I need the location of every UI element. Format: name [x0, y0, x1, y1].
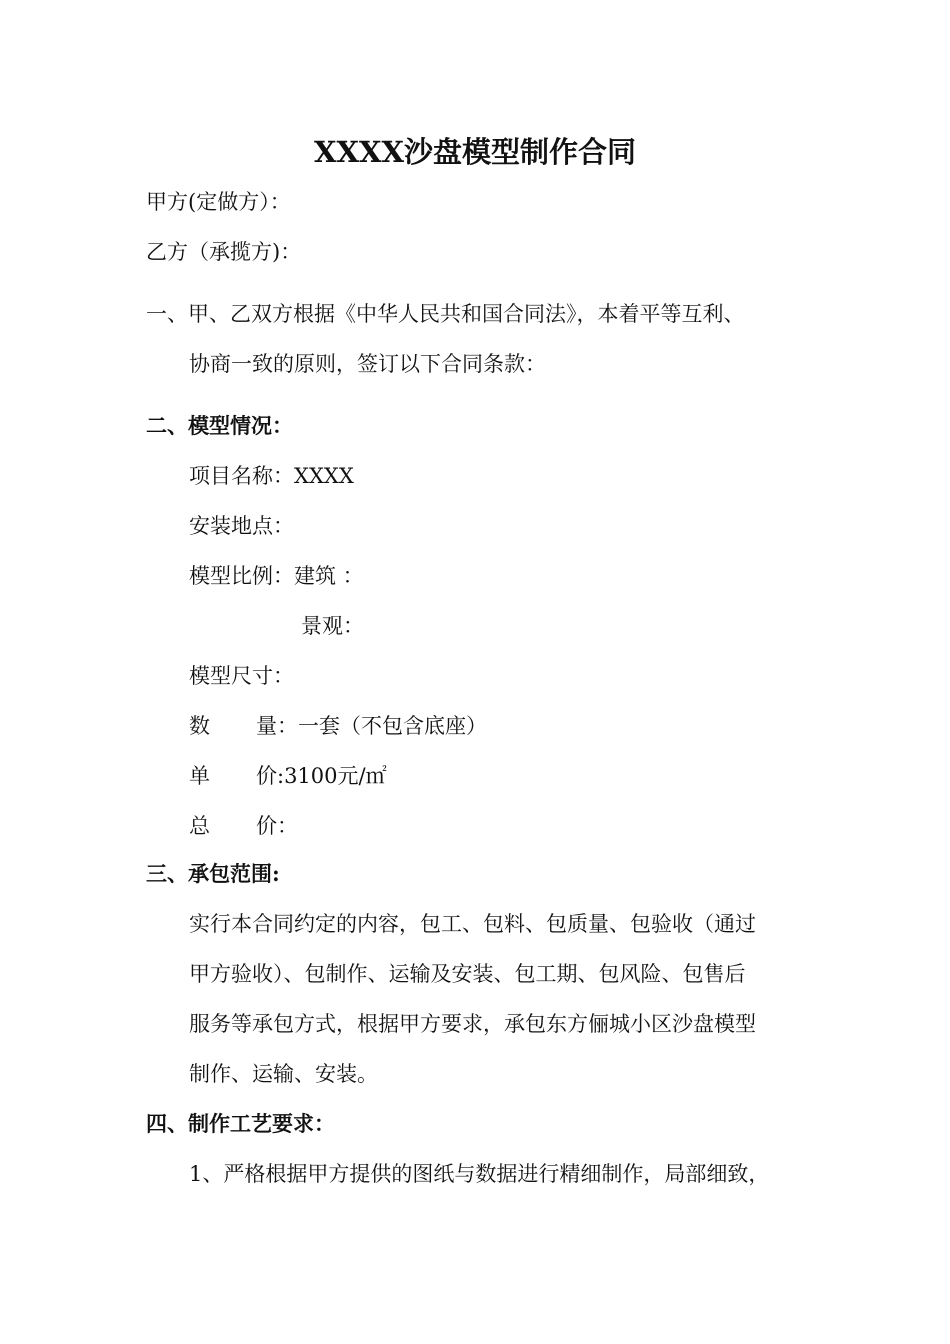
section3-heading: 三、承包范围:: [146, 861, 280, 886]
total-price-label-char: 总: [189, 814, 210, 838]
install-location-line: 安装地点：: [189, 514, 294, 538]
model-size-line: 模型尺寸：: [189, 664, 294, 688]
quantity-value: 量：一套（不包含底座）: [256, 714, 487, 738]
section4-line: 1、严格根据甲方提供的图纸与数据进行精细制作，局部细致，: [189, 1162, 770, 1186]
model-scale-landscape: 景观：: [301, 614, 364, 638]
total-price-value: 价：: [256, 814, 298, 838]
section1-line2: 协商一致的原则，签订以下合同条款：: [189, 352, 546, 376]
unit-price-value: 价:3100元/㎡: [256, 764, 387, 788]
section3-line: 实行本合同约定的内容，包工、包料、包质量、包验收（通过: [189, 912, 756, 936]
section3-line: 制作、运输、安装。: [189, 1062, 378, 1086]
section3-line: 服务等承包方式，根据甲方要求，承包东方俪城小区沙盘模型: [189, 1012, 756, 1036]
party-a-line: 甲方(定做方）：: [146, 190, 291, 214]
section2-heading: 二、模型情况：: [146, 413, 293, 438]
quantity-label-char: 数: [189, 714, 210, 738]
contract-title: XXXX沙盘模型制作合同: [313, 135, 636, 169]
model-scale-line: 模型比例：建筑 ：: [189, 564, 364, 588]
section1-line1: 一、甲、乙双方根据《中华人民共和国合同法》，本着平等互利、: [146, 302, 745, 326]
unit-price-label-char: 单: [189, 764, 210, 788]
party-b-line: 乙方（承揽方)：: [146, 240, 302, 264]
section3-line: 甲方验收）、包制作、运输及安装、包工期、包风险、包售后: [189, 962, 746, 986]
section4-heading: 四、制作工艺要求：: [146, 1111, 335, 1136]
project-name-line: 项目名称：XXXX: [189, 464, 354, 488]
